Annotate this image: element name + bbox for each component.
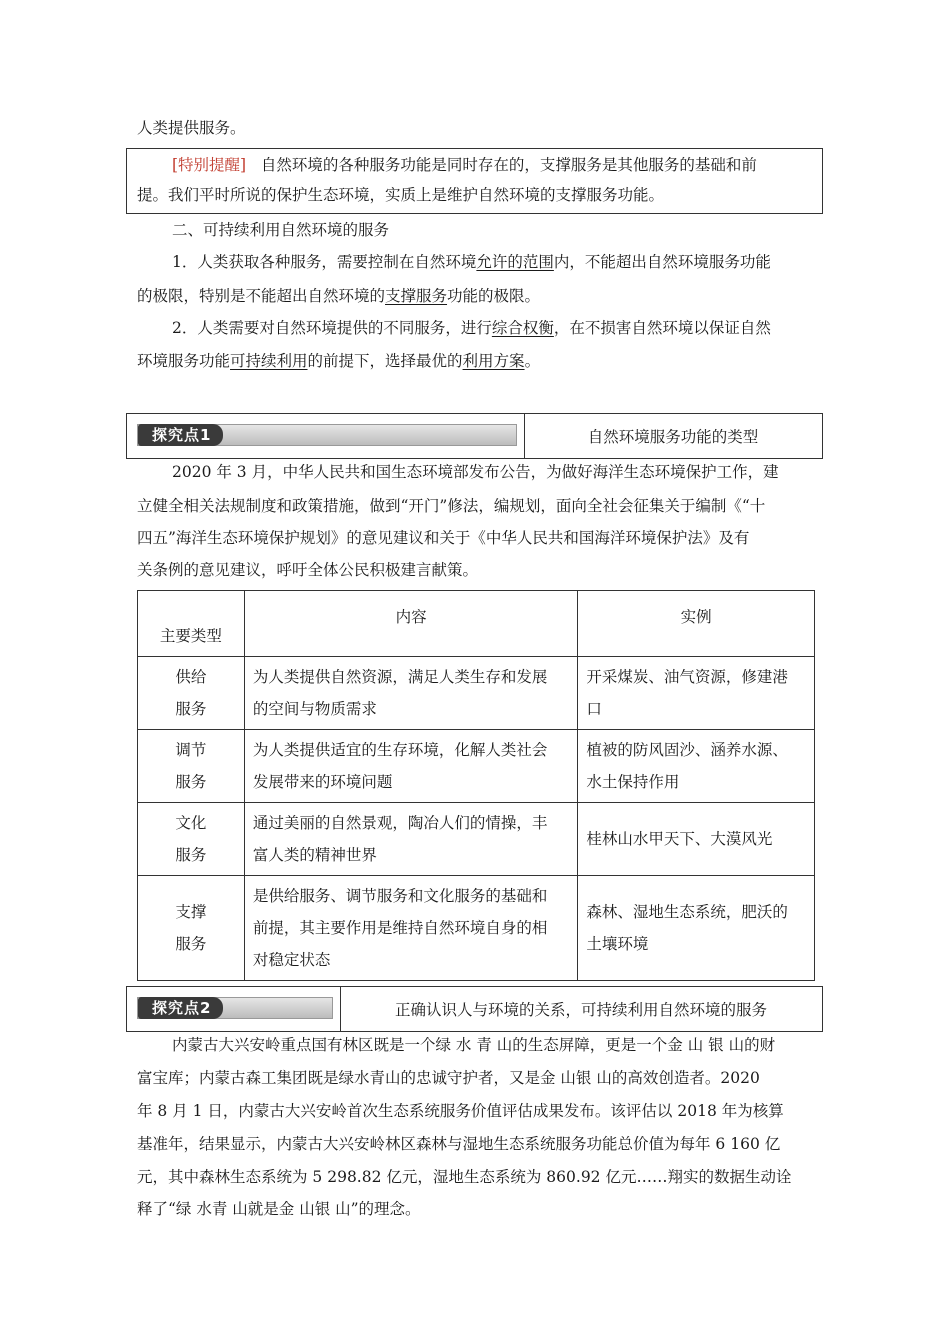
underlined-term: 可持续利用 (230, 352, 308, 370)
underlined-term: 允许的范围 (476, 253, 554, 271)
content-cell: 为人类提供自然资源，满足人类生存和发展 的空间与物质需求 (244, 657, 577, 730)
example-cell: 植被的防风固沙、涵养水源、 水土保持作用 (578, 730, 815, 803)
point2-para-line: 年 8 月 1 日，内蒙古大兴安岭首次生态系统服务价值评估成果发布。该评估以 2018 年为核算 (137, 1102, 784, 1120)
type-cell: 供给 服务 (138, 657, 245, 730)
intro-end-text: 人类提供服务。 (137, 119, 246, 137)
table-row (138, 657, 815, 730)
special-reminder-box (126, 148, 823, 214)
content-cell: 为人类提供适宜的生存环境，化解人类社会 发展带来的环境问题 (244, 730, 577, 803)
point2-title: 正确认识人与环境的关系，可持续利用自然环境的服务 (394, 1001, 767, 1019)
point1-para-line: 立健全相关法规制度和政策措施，做到“开门”修法，编规划，面向全社会征集关于编制《“十 (137, 497, 766, 515)
underlined-term: 支撑服务 (385, 287, 448, 305)
type-cell: 支撑 服务 (138, 876, 245, 981)
section-heading: 二、可持续利用自然环境的服务 (172, 221, 390, 239)
point2-badge-text: 探究点2 (138, 997, 223, 1019)
point2-badge (137, 997, 333, 1019)
para2-line2: 环境服务功能可持续利用的前提下，选择最优的利用方案。 (137, 352, 541, 370)
point1-label-cell (127, 414, 525, 458)
reminder-text-2: 提。我们平时所说的保护生态环境，实质上是维护自然环境的支撑服务功能。 (137, 186, 665, 204)
table-row (138, 803, 815, 876)
type-cell: 调节 服务 (138, 730, 245, 803)
table-header-row (138, 591, 815, 657)
example-cell: 开采煤炭、油气资源，修建港 口 (578, 657, 815, 730)
para1-line1: 1．人类获取各种服务，需要控制在自然环境允许的范围内，不能超出自然环境服务功能 (172, 253, 771, 271)
header-type: 主要类型 (138, 591, 245, 657)
para1-line2: 的极限，特别是不能超出自然环境的支撑服务功能的极限。 (137, 287, 541, 305)
underlined-term: 综合权衡 (491, 319, 554, 337)
reminder-text-1: 自然环境的各种服务功能是同时存在的，支撑服务是其他服务的基础和前 (260, 156, 757, 174)
point2-para-line: 富宝库；内蒙古森工集团既是绿水青山的忠诚守护者，又是金 山银 山的高效创造者。2020 (137, 1069, 760, 1087)
point1-para-line: 关条例的意见建议，呼吁全体公民积极建言献策。 (137, 561, 479, 579)
underlined-term: 利用方案 (462, 352, 525, 370)
point1-title: 自然环境服务功能的类型 (587, 428, 759, 446)
point1-para-line: 2020 年 3 月，中华人民共和国生态环境部发布公告，为做好海洋生态环境保护工作，建 (172, 463, 779, 481)
service-types-table (137, 590, 815, 981)
content-cell: 是供给服务、调节服务和文化服务的基础和 前提，其主要作用是维持自然环境自身的相 对稳定状态 (244, 876, 577, 981)
header-example: 实例 (578, 591, 815, 657)
point2-label-cell (127, 987, 341, 1031)
content-cell: 通过美丽的自然景观，陶冶人们的情操，丰 富人类的精神世界 (244, 803, 577, 876)
point2-header (126, 986, 823, 1032)
para2-line1: 2．人类需要对自然环境提供的不同服务，进行综合权衡，在不损害自然环境以保证自然 (172, 319, 771, 337)
reminder-line-1 (172, 155, 757, 175)
type-cell: 文化 服务 (138, 803, 245, 876)
point1-badge (137, 424, 517, 446)
reminder-tag: [特别提醒] (172, 156, 247, 174)
example-cell: 森林、湿地生态系统，肥沃的 土壤环境 (578, 876, 815, 981)
point1-para-line: 四五”海洋生态环境保护规划》的意见建议和关于《中华人民共和国海洋环境保护法》及有 (137, 529, 750, 547)
header-content: 内容 (244, 591, 577, 657)
table-row (138, 730, 815, 803)
point1-header (126, 413, 823, 459)
point2-para-line: 元，其中森林生态系统为 5 298.82 亿元，湿地生态系统为 860.92 亿元……翔实的数据生动诠 (137, 1168, 792, 1186)
point2-para-line: 释了“绿 水青 山就是金 山银 山”的理念。 (137, 1200, 421, 1218)
example-cell: 桂林山水甲天下、大漠风光 (578, 803, 815, 876)
point1-badge-text: 探究点1 (138, 424, 223, 446)
point2-para-line: 基准年，结果显示，内蒙古大兴安岭林区森林与湿地生态系统服务功能总价值为每年 6 160 亿 (137, 1135, 781, 1153)
point2-para-line: 内蒙古大兴安岭重点国有林区既是一个绿 水 青 山的生态屏障，更是一个金 山 银 山的财 (172, 1036, 776, 1054)
table-row (138, 876, 815, 981)
